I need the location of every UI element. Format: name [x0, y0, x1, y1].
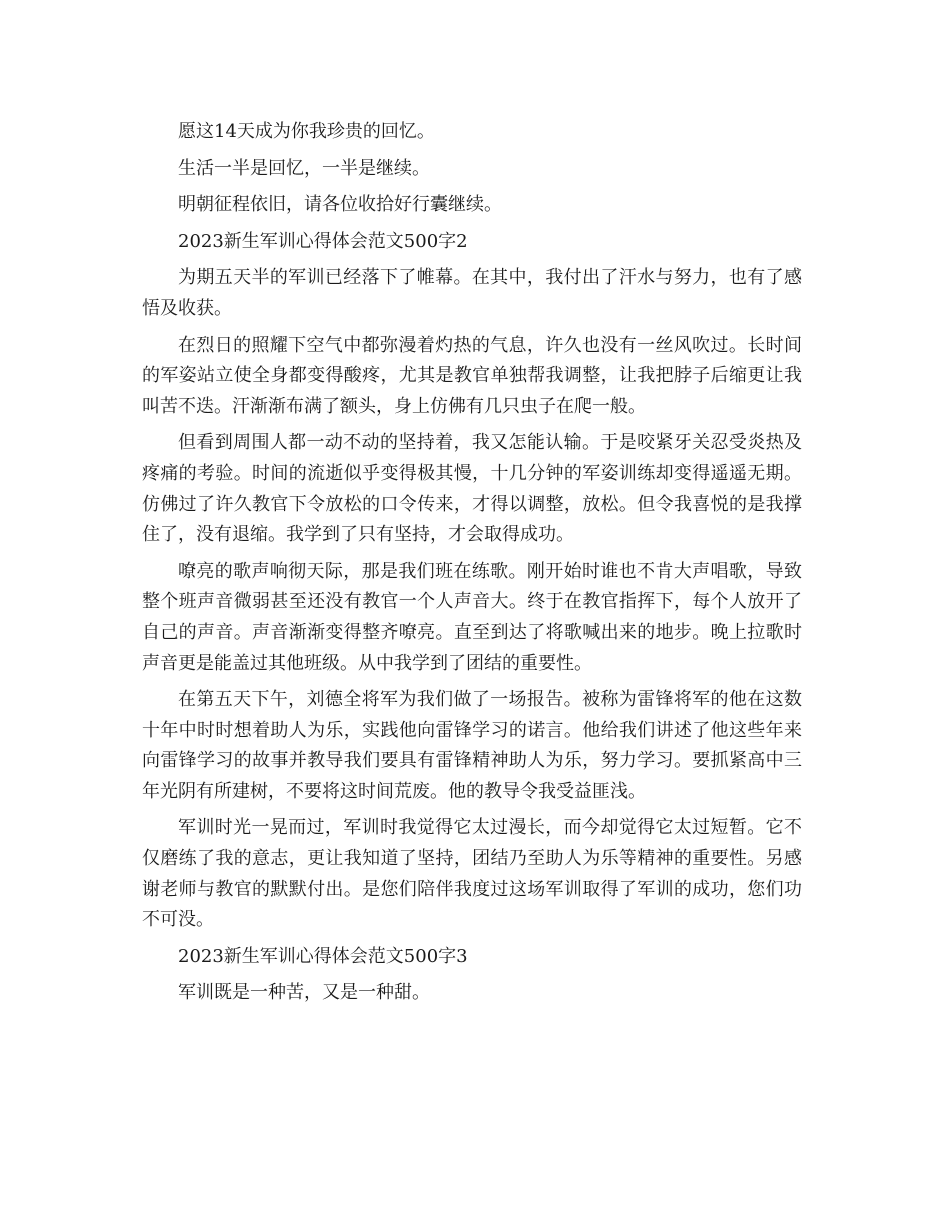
paragraph-journey-continues: 明朝征程依旧，请各位收拾好行囊继续。 — [178, 194, 502, 216]
paragraph-closing-wish: 愿这14天成为你我珍贵的回忆。 — [178, 121, 435, 142]
paragraph-essay2-singing: 嘹亮的歌声响彻天际，那是我们班在练歌。刚开始时谁也不肯大声唱歌，导致整个班声音微弱甚至还没有教官一个人声音大。终于在教官指挥下，每个人放开了自己的声音。声音渐渐变得整齐嘹亮。直至到达了将歌喊出来的地步。晚上拉歌时声音更是能盖过其他班级。从中我学到了团结的重要性。 — [142, 560, 802, 674]
paragraph-essay2-persist: 但看到周围人都一动不动的坚持着，我又怎能认输。于是咬紧牙关忍受炎热及疼痛的考验。时间的流逝似乎变得极其慢，十几分钟的军姿训练却变得遥遥无期。仿佛过了许久教官下令放松的口令传来，才得以调整，放松。但令我喜悦的是我撑住了，没有退缩。我学到了只有坚持，才会取得成功。 — [142, 432, 802, 546]
paragraph-essay2-heat: 在烈日的照耀下空气中都弥漫着灼热的气息，许久也没有一丝风吹过。长时间的军姿站立使全身都变得酸疼，尤其是教官单独帮我调整，让我把脖子后缩更让我叫苦不迭。汗渐渐布满了额头，身上仿佛有几只虫子在爬一般。 — [142, 334, 802, 417]
paragraph-essay2-report: 在第五天下午，刘德全将军为我们做了一场报告。被称为雷锋将军的他在这数十年中时时想着助人为乐，实践他向雷锋学习的诺言。他给我们讲述了他这些年来向雷锋学习的故事并教导我们要具有雷锋精神助人为乐，努力学习。要抓紧高中三年光阴有所建树，不要将这时间荒废。他的教导令我受益匪浅。 — [142, 689, 802, 802]
section-heading-essay-3: 2023新生军训心得体会范文500字3 — [178, 945, 468, 967]
paragraph-essay2-conclusion: 军训时光一晃而过，军训时我觉得它太过漫长，而今却觉得它太过短暂。它不仅磨练了我的意志，更让我知道了坚持，团结乃至助人为乐等精神的重要性。另感谢老师与教官的默默付出。是您们陪伴我度过这场军训取得了军训的成功，您们功不可没。 — [142, 817, 802, 931]
section-heading-essay-2: 2023新生军训心得体会范文500字2 — [178, 230, 468, 252]
paragraph-essay3-intro: 军训既是一种苦，又是一种甜。 — [178, 982, 430, 1004]
paragraph-life-half: 生活一半是回忆，一半是继续。 — [178, 157, 430, 179]
paragraph-essay2-intro: 为期五天半的军训已经落下了帷幕。在其中，我付出了汗水与努力，也有了感悟及收获。 — [142, 267, 802, 319]
document-body — [142, 117, 802, 1015]
